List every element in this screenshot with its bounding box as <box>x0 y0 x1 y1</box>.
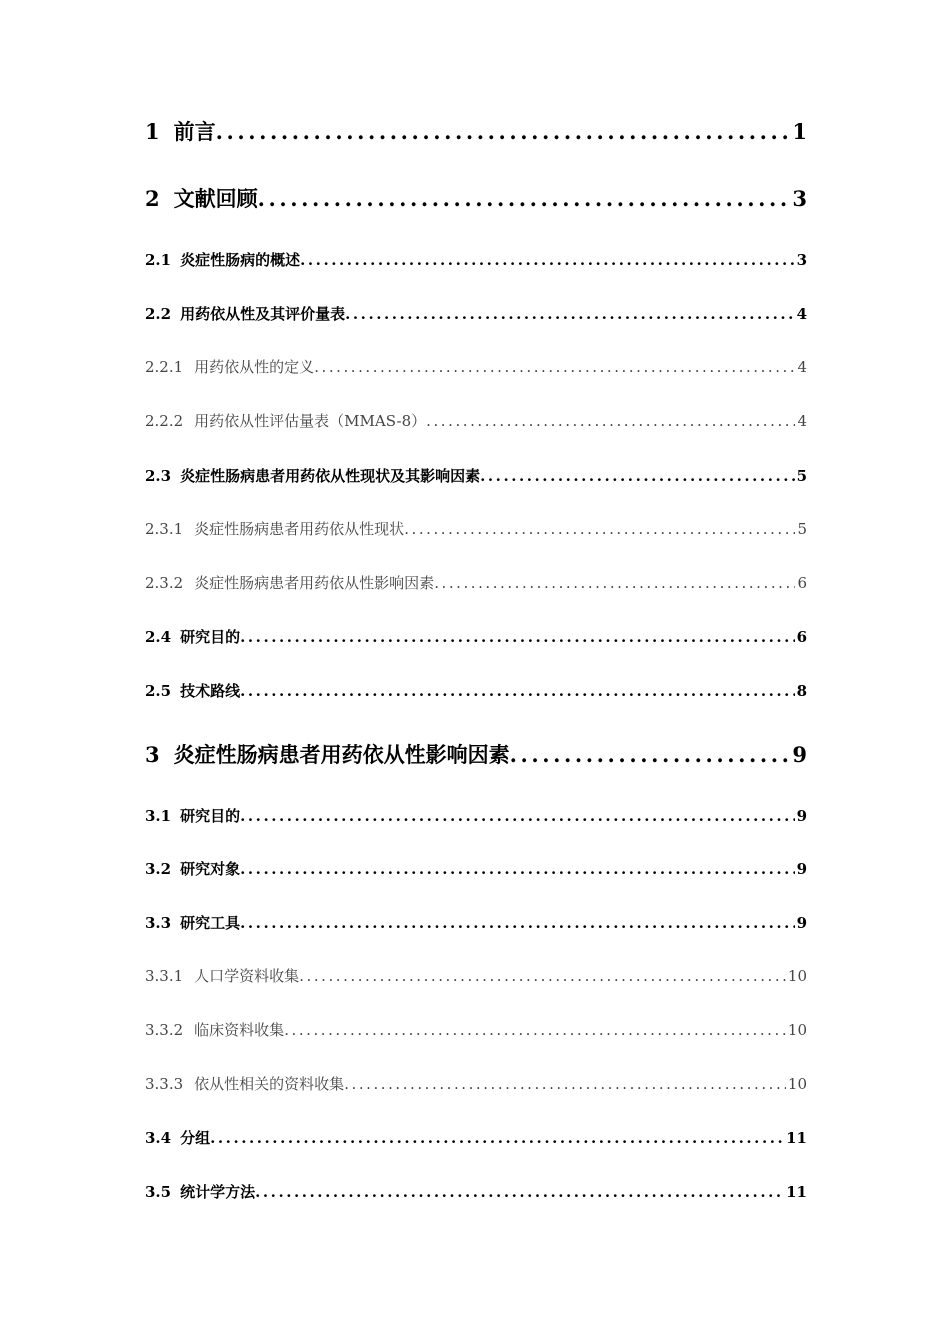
toc-entry[interactable] <box>145 572 807 593</box>
toc-entry-number: 2.3 <box>145 467 172 485</box>
toc-entry[interactable] <box>145 116 807 146</box>
toc-entry-number: 2.2 <box>145 305 172 323</box>
toc-entry[interactable] <box>145 1073 807 1094</box>
toc-entry[interactable] <box>145 249 807 270</box>
toc-entry-number: 3.2 <box>145 860 172 878</box>
toc-entry-number: 2.1 <box>145 251 172 269</box>
toc-leader-dots <box>210 1129 784 1147</box>
toc-leader-dots <box>240 860 794 878</box>
toc-entry[interactable] <box>145 1181 807 1202</box>
toc-entry-page: 1 <box>792 119 807 144</box>
toc-entry-title: 统计学方法 <box>180 1183 256 1201</box>
toc-entry-title: 技术路线 <box>180 682 241 700</box>
toc-entry[interactable] <box>145 1019 807 1040</box>
toc-entry-title: 研究工具 <box>180 914 241 932</box>
toc-entry[interactable] <box>145 183 807 213</box>
toc-entry-number: 3.3.3 <box>145 1075 184 1093</box>
toc-entry-number: 2.2.2 <box>145 412 184 430</box>
toc-entry-title: 临床资料收集 <box>194 1021 285 1039</box>
toc-leader-dots <box>426 412 795 430</box>
toc-entry-number: 3 <box>145 742 160 767</box>
toc-entry-page: 11 <box>786 1183 807 1201</box>
toc-entry-title: 用药依从性的定义 <box>194 358 315 376</box>
toc-entry-page: 4 <box>797 358 807 376</box>
toc-leader-dots <box>510 742 791 767</box>
toc-entry-number: 2.3.1 <box>145 520 184 538</box>
toc-entry[interactable] <box>145 410 807 431</box>
toc-entry-number: 3.4 <box>145 1129 172 1147</box>
toc-entry-page: 4 <box>796 305 807 323</box>
toc-entry-title: 研究目的 <box>180 807 241 825</box>
toc-entry[interactable] <box>145 518 807 539</box>
toc-entry-number: 3.3.1 <box>145 967 184 985</box>
toc-entry-number: 2.2.1 <box>145 358 184 376</box>
toc-entry[interactable] <box>145 465 807 486</box>
toc-entry-number: 3.1 <box>145 807 172 825</box>
toc-leader-dots <box>258 186 791 211</box>
toc-entry-page: 10 <box>787 1075 807 1093</box>
toc-leader-dots <box>240 914 794 932</box>
toc-entry-number: 2.4 <box>145 628 172 646</box>
toc-leader-dots <box>284 1021 786 1039</box>
toc-entry-number: 3.5 <box>145 1183 172 1201</box>
toc-entry-page: 10 <box>787 967 807 985</box>
toc-entry[interactable] <box>145 805 807 826</box>
toc-entry-page: 6 <box>797 574 807 592</box>
toc-entry-number: 2.5 <box>145 682 172 700</box>
toc-leader-dots <box>300 251 794 269</box>
toc-entry[interactable] <box>145 965 807 986</box>
toc-entry-title: 前言 <box>173 119 216 144</box>
toc-entry-title: 研究目的 <box>180 628 241 646</box>
toc-entry-title: 炎症性肠病患者用药依从性影响因素 <box>194 574 435 592</box>
toc-leader-dots <box>240 807 794 825</box>
toc-entry-title: 分组 <box>180 1129 211 1147</box>
toc-entry-title: 研究对象 <box>180 860 241 878</box>
toc-leader-dots <box>345 305 794 323</box>
toc-leader-dots <box>344 1075 786 1093</box>
toc-entry-page: 10 <box>787 1021 807 1039</box>
toc-entry-title: 用药依从性及其评价量表 <box>180 305 346 323</box>
toc-entry-page: 9 <box>796 807 807 825</box>
toc-entry-page: 9 <box>796 860 807 878</box>
toc-entry[interactable] <box>145 303 807 324</box>
toc-leader-dots <box>255 1183 784 1201</box>
toc-entry[interactable] <box>145 356 807 377</box>
toc-leader-dots <box>404 520 795 538</box>
toc-entry[interactable] <box>145 739 807 769</box>
toc-entry-page: 8 <box>796 682 807 700</box>
toc-entry-page: 4 <box>797 412 807 430</box>
toc-entry-number: 3.3.2 <box>145 1021 184 1039</box>
toc-entry-page: 5 <box>797 520 807 538</box>
toc-leader-dots <box>299 967 786 985</box>
toc-entry-title: 人口学资料收集 <box>194 967 300 985</box>
toc-entry-title: 用药依从性评估量表（MMAS-8） <box>194 412 427 430</box>
toc-entry-number: 3.3 <box>145 914 172 932</box>
toc-leader-dots <box>314 358 795 376</box>
toc-entry[interactable] <box>145 1127 807 1148</box>
toc-entry-title: 炎症性肠病患者用药依从性影响因素 <box>173 742 510 767</box>
toc-entry-page: 11 <box>786 1129 807 1147</box>
toc-entry-page: 3 <box>792 186 807 211</box>
toc-entry[interactable] <box>145 680 807 701</box>
toc-entry-title: 炎症性肠病患者用药依从性现状 <box>194 520 405 538</box>
toc-leader-dots <box>240 682 794 700</box>
toc-entry-page: 3 <box>796 251 807 269</box>
toc-entry[interactable] <box>145 912 807 933</box>
toc-entry-title: 炎症性肠病的概述 <box>180 251 301 269</box>
toc-entry-page: 9 <box>796 914 807 932</box>
toc-entry-title: 炎症性肠病患者用药依从性现状及其影响因素 <box>180 467 481 485</box>
toc-leader-dots <box>240 628 794 646</box>
toc-leader-dots <box>480 467 794 485</box>
toc-entry[interactable] <box>145 626 807 647</box>
toc-entry-page: 6 <box>796 628 807 646</box>
toc-entry-page: 5 <box>796 467 807 485</box>
toc-entry-number: 2.3.2 <box>145 574 184 592</box>
toc-entry[interactable] <box>145 858 807 879</box>
toc-leader-dots <box>216 119 791 144</box>
toc-leader-dots <box>434 574 795 592</box>
toc-entry-number: 2 <box>145 186 160 211</box>
toc-entry-number: 1 <box>145 119 160 144</box>
toc-entry-page: 9 <box>792 742 807 767</box>
toc-entry-title: 依从性相关的资料收集 <box>194 1075 345 1093</box>
toc-entry-title: 文献回顾 <box>173 186 258 211</box>
